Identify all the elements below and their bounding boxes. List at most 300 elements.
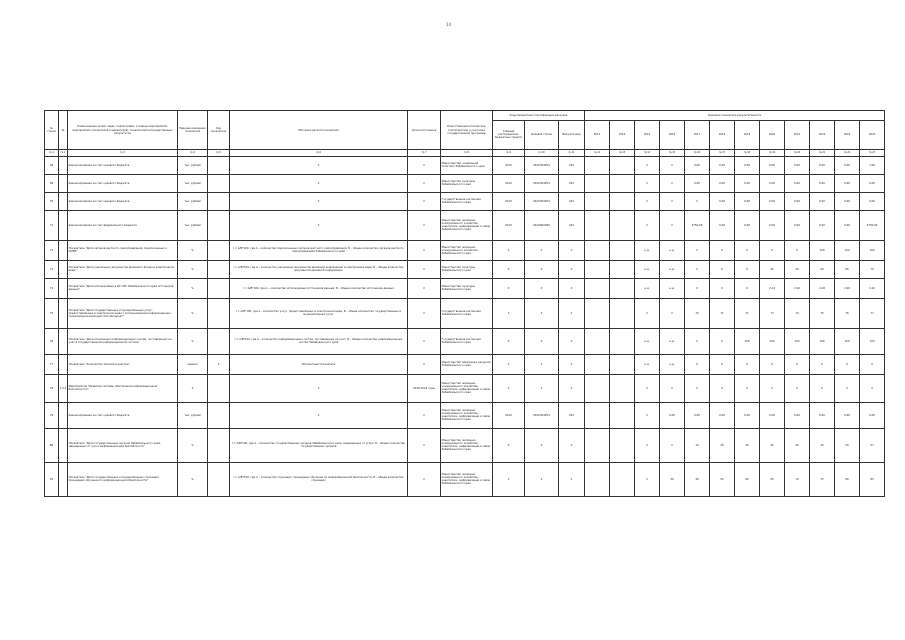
indicator-code: [208, 260, 230, 278]
value-cell: [610, 174, 635, 192]
value-cell: 100: [860, 328, 885, 354]
value-cell: 0,00: [860, 174, 885, 192]
value-cell: 0,00: [860, 192, 885, 210]
value-cell: 60: [735, 462, 760, 496]
header-method: Методика расчета показателя: [230, 111, 408, 150]
column-number: гр.8: [441, 150, 493, 157]
item-number: [59, 354, 68, 374]
row-number: 79: [45, 402, 59, 428]
table-row: [45, 260, 885, 278]
expense-type: Х: [559, 354, 585, 374]
value-cell: 0,00: [810, 156, 835, 174]
column-number: гр.18: [735, 150, 760, 157]
column-number: гр.19: [760, 150, 785, 157]
value-cell: 0,00: [810, 192, 835, 210]
value-cell: 0,00: [785, 156, 810, 174]
target-article: Х: [525, 260, 559, 278]
term: 2018-2024 годы: [408, 374, 441, 402]
value-cell: 10: [685, 428, 710, 462]
value-cell: 45: [810, 428, 835, 462]
grbs: Х: [493, 328, 525, 354]
value-cell: 0: [735, 278, 760, 298]
value-cell: н.д.: [635, 354, 660, 374]
table-row: [45, 210, 885, 240]
target-article: 0610304054: [525, 402, 559, 428]
value-cell: 0: [735, 260, 760, 278]
header-code: Код показателя: [208, 111, 230, 150]
value-cell: 2,16: [785, 278, 810, 298]
page-number: 14: [446, 22, 452, 27]
header-vr: Вид расходов: [559, 120, 585, 150]
table-row: [45, 354, 885, 374]
value-cell: 76: [835, 298, 860, 328]
term: Х: [408, 210, 441, 240]
indicator-code: Х: [208, 354, 230, 374]
value-cell: [585, 462, 610, 496]
value-cell: 0,00: [685, 174, 710, 192]
column-number: гр.10: [525, 150, 559, 157]
value-cell: 0: [710, 278, 735, 298]
value-cell: [610, 260, 635, 278]
value-cell: [585, 210, 610, 240]
column-number: гр.11: [559, 150, 585, 157]
calc-method: Х: [230, 402, 408, 428]
item-number: [59, 240, 68, 260]
grbs: Х: [493, 240, 525, 260]
term: Х: [408, 354, 441, 374]
value-cell: [585, 428, 610, 462]
table-row: [45, 156, 885, 174]
expense-type: Х: [559, 298, 585, 328]
column-number: гр.2: [59, 150, 68, 157]
row-number: 78: [45, 374, 59, 402]
row-number: 81: [45, 462, 59, 496]
value-cell: [585, 374, 610, 402]
value-cell: [610, 354, 635, 374]
value-cell: 20: [710, 428, 735, 462]
expense-type: 242: [559, 192, 585, 210]
unit: %: [178, 278, 208, 298]
value-cell: 0,00: [785, 174, 810, 192]
value-cell: 0,00: [660, 402, 685, 428]
indicator-table: [44, 110, 885, 497]
indicator-code: [208, 156, 230, 174]
grbs: Х: [493, 462, 525, 496]
term: Х: [408, 174, 441, 192]
value-cell: Х: [635, 428, 660, 462]
value-cell: 0: [710, 240, 735, 260]
unit: %: [178, 328, 208, 354]
item-name: Показатель "Доля отнесенных информационных систем, поставленных на учет в государственной информационной системе": [68, 328, 178, 354]
row-number: 71: [45, 210, 59, 240]
value-cell: 65: [760, 462, 785, 496]
executor: Министерство культуры Забайкальского края: [441, 278, 493, 298]
value-cell: [585, 156, 610, 174]
expense-type: Х: [559, 240, 585, 260]
unit: единиц: [178, 354, 208, 374]
item-name: финансирование за счет краевого бюджета: [68, 174, 178, 192]
table-row: [45, 374, 885, 402]
value-cell: 0,00: [810, 210, 835, 240]
item-number: [59, 278, 68, 298]
value-cell: 0,00: [810, 402, 835, 428]
value-cell: 0,00: [835, 156, 860, 174]
indicator-code: [208, 298, 230, 328]
header-csr: Целевая статья: [525, 120, 559, 150]
term: Х: [408, 260, 441, 278]
target-article: Х: [525, 328, 559, 354]
item-number: [59, 298, 68, 328]
table-row: [45, 240, 885, 260]
value-cell: 57: [860, 428, 885, 462]
value-cell: Х: [685, 328, 710, 354]
value-cell: 100: [810, 328, 835, 354]
value-cell: 70: [860, 260, 885, 278]
expense-type: Х: [559, 428, 585, 462]
indicator-code: [208, 374, 230, 402]
value-cell: [610, 192, 635, 210]
value-cell: 0: [785, 354, 810, 374]
value-cell: Х: [660, 192, 685, 210]
row-number: 74: [45, 278, 59, 298]
target-article: Х: [525, 462, 559, 496]
item-name: Показатель "Доля государственных органов Забайкальского края, защищенных от угроз информационной безопасности": [68, 428, 178, 462]
value-cell: [610, 278, 635, 298]
target-article: Х: [525, 240, 559, 260]
executor: Министерство культуры Забайкальского края: [441, 260, 493, 278]
executor: Министерство природных ресурсов Забайкальского края: [441, 354, 493, 374]
target-article: Х: [525, 278, 559, 298]
row-number: 69: [45, 174, 59, 192]
expense-type: 242: [559, 210, 585, 240]
value-cell: 50: [785, 260, 810, 278]
value-cell: Х: [685, 192, 710, 210]
value-cell: 100: [735, 328, 760, 354]
term: Х: [408, 156, 441, 174]
value-cell: н.д.: [660, 354, 685, 374]
value-cell: [610, 240, 635, 260]
item-number: [59, 260, 68, 278]
value-cell: 0,00: [760, 174, 785, 192]
column-number: гр.3: [68, 150, 178, 157]
value-cell: 2,14: [760, 278, 785, 298]
value-cell: 0,00: [785, 192, 810, 210]
term: Х: [408, 428, 441, 462]
value-cell: 0: [760, 240, 785, 260]
value-cell: Х: [660, 298, 685, 328]
header-no: №: [59, 111, 68, 150]
header-year: 2021: [785, 120, 810, 150]
value-cell: 100: [760, 328, 785, 354]
unit: %: [178, 260, 208, 278]
value-cell: 0,00: [760, 156, 785, 174]
expense-type: 242: [559, 402, 585, 428]
executor: Министерство жилищно-коммунального хозяйства, энергетики, цифровизации и связи Забайкальского края: [441, 462, 493, 496]
row-number: 73: [45, 260, 59, 278]
value-cell: Х: [785, 374, 810, 402]
column-number: гр.12: [585, 150, 610, 157]
grbs: 0410: [493, 402, 525, 428]
value-cell: [585, 192, 610, 210]
value-cell: Х: [685, 240, 710, 260]
term: Х: [408, 402, 441, 428]
column-number: гр.5: [208, 150, 230, 157]
executor: Министерство культуры Забайкальского края: [441, 174, 493, 192]
table-row: [45, 192, 885, 210]
column-number: гр.20: [785, 150, 810, 157]
header-year: 2018: [710, 120, 735, 150]
value-cell: 30: [660, 462, 685, 496]
executor: Министерство жилищно-коммунального хозяйства, энергетики, цифровизации и связи Забайкальского края: [441, 428, 493, 462]
value-cell: 85: [860, 462, 885, 496]
value-cell: 0: [735, 354, 760, 374]
value-cell: 2,18: [810, 278, 835, 298]
value-cell: Х: [685, 278, 710, 298]
target-article: 0610304054: [525, 192, 559, 210]
item-name: финансирование за счет краевого бюджета: [68, 156, 178, 174]
table-row: [45, 174, 885, 192]
value-cell: 7,00: [860, 156, 885, 174]
value-cell: [610, 402, 635, 428]
value-cell: 75: [810, 462, 835, 496]
value-cell: н.д.: [660, 240, 685, 260]
expense-type: Х: [559, 278, 585, 298]
grbs: Х: [493, 428, 525, 462]
expense-type: Х: [559, 374, 585, 402]
item-name: финансирование за счет федерального бюджета: [68, 210, 178, 240]
value-cell: 40: [785, 428, 810, 462]
term: Х: [408, 462, 441, 496]
value-cell: Х: [660, 374, 685, 402]
value-cell: 70: [685, 298, 710, 328]
value-cell: 50: [835, 428, 860, 462]
value-cell: 0,00: [785, 210, 810, 240]
indicator-code: [208, 402, 230, 428]
value-cell: [610, 462, 635, 496]
item-name: Показатель "Доля уникальных документов архивного фонда в электронном виде": [68, 260, 178, 278]
indicator-code: [208, 174, 230, 192]
value-cell: 0: [760, 354, 785, 374]
header-year: 2013: [585, 120, 610, 150]
header-budget-group: Коды бюджетной классификации расходов: [493, 111, 585, 121]
expense-type: 242: [559, 156, 585, 174]
target-article: Х: [525, 374, 559, 402]
executor: Государственная инспекция Забайкальского края: [441, 192, 493, 210]
grbs: Х: [493, 374, 525, 402]
unit: %: [178, 428, 208, 462]
item-name: Показатель "Доля государственных и муниципальных служащих, прошедших обучение по информационной безопасности": [68, 462, 178, 496]
value-cell: Х: [735, 374, 760, 402]
header-year: 2015: [635, 120, 660, 150]
unit: %: [178, 298, 208, 328]
item-number: [59, 174, 68, 192]
expense-type: 242: [559, 174, 585, 192]
item-name: Показатель "Доля органов местного самоуправления, подключенных к СМЭВ": [68, 240, 178, 260]
value-cell: 0,00: [835, 210, 860, 240]
value-cell: 30: [735, 428, 760, 462]
column-number: гр.17: [710, 150, 735, 157]
calc-method: I = А/В*100, где А – количество государственных органов Забайкальского края, защищенных от угроз; В – общее количество государственных органов: [230, 428, 408, 462]
value-cell: н.д.: [635, 328, 660, 354]
term: Х: [408, 298, 441, 328]
value-cell: 0: [810, 354, 835, 374]
value-cell: 100: [785, 328, 810, 354]
value-cell: [610, 374, 635, 402]
calc-method: Х: [230, 192, 408, 210]
value-cell: 0: [710, 260, 735, 278]
value-cell: [585, 298, 610, 328]
target-article: Х: [525, 428, 559, 462]
header-executor: Ответственный исполнитель, соисполнители и участники государственной программы: [441, 111, 493, 150]
executor: Министерство жилищно-коммунального хозяйства Забайкальского края: [441, 240, 493, 260]
value-cell: 72: [735, 298, 760, 328]
unit: тыс. рублей: [178, 174, 208, 192]
item-name: Показатель "Доля государственных и муниципальных услуг, предоставляемых в электронном виде с использованием информационно-телекоммуникационной сети Интернет": [68, 298, 178, 328]
row-number: 77: [45, 354, 59, 374]
grbs: Х: [493, 354, 525, 374]
value-cell: Х: [635, 402, 660, 428]
header-year: 2017: [685, 120, 710, 150]
value-cell: 40: [685, 462, 710, 496]
row-number: 80: [45, 428, 59, 462]
value-cell: [610, 156, 635, 174]
value-cell: 0,00: [835, 174, 860, 192]
row-number: 70: [45, 192, 59, 210]
calc-method: I = А/В*100, где А – количество подключенных органов местного самоуправления; В – общее количество органов местного самоуправления Забайкальского края: [230, 240, 408, 260]
value-cell: 2,20: [835, 278, 860, 298]
header-term: Сроки исполнения: [408, 111, 441, 150]
value-cell: Х: [685, 374, 710, 402]
value-cell: 0: [735, 240, 760, 260]
grbs: 0410: [493, 192, 525, 210]
value-cell: 0,00: [735, 156, 760, 174]
target-article: 0610304054: [525, 156, 559, 174]
executor: Министерство социальной политики Забайкальского края: [441, 156, 493, 174]
header-year: 2019: [735, 120, 760, 150]
column-number: гр.1: [45, 150, 59, 157]
value-cell: [585, 240, 610, 260]
value-cell: Х: [660, 210, 685, 240]
value-cell: 0: [835, 354, 860, 374]
header-grbs: Главный распорядитель бюджетных средств: [493, 120, 525, 150]
item-number: [59, 402, 68, 428]
value-cell: 40: [760, 428, 785, 462]
value-cell: 0,00: [835, 402, 860, 428]
column-number: гр.6: [230, 150, 408, 157]
row-number: 75: [45, 298, 59, 328]
indicator-code: [208, 192, 230, 210]
value-cell: 70: [785, 462, 810, 496]
value-cell: [610, 328, 635, 354]
value-cell: 0,00: [710, 174, 735, 192]
item-number: [59, 328, 68, 354]
value-cell: 0,00: [685, 156, 710, 174]
value-cell: 4750,00: [685, 210, 710, 240]
column-number: гр.16: [685, 150, 710, 157]
executor: Министерство жилищно-коммунального хозяйства, энергетики, цифровизации и связи Забайкальского края: [441, 210, 493, 240]
value-cell: н.д.: [660, 328, 685, 354]
expense-type: Х: [559, 260, 585, 278]
header-unit: Единица измерения показателя: [178, 111, 208, 150]
value-cell: н.д.: [635, 278, 660, 298]
value-cell: 65: [835, 260, 860, 278]
value-cell: 75: [810, 298, 835, 328]
value-cell: 100: [860, 240, 885, 260]
value-cell: 0,00: [735, 192, 760, 210]
value-cell: Х: [710, 328, 735, 354]
executor: Государственная инспекция Забайкальского края: [441, 328, 493, 354]
executor: Государственная инспекция Забайкальского края: [441, 298, 493, 328]
value-cell: 100: [810, 240, 835, 260]
value-cell: [585, 278, 610, 298]
value-cell: 0,00: [760, 402, 785, 428]
term: Х: [408, 240, 441, 260]
item-number: [59, 462, 68, 496]
column-number: гр.14: [635, 150, 660, 157]
value-cell: Х: [685, 260, 710, 278]
value-cell: Х: [635, 298, 660, 328]
executor: Министерство жилищно-коммунального хозяйства, энергетики, цифровизации и связи Забайкальского края: [441, 402, 493, 428]
row-number: 72: [45, 240, 59, 260]
unit: %: [178, 462, 208, 496]
item-number: [59, 428, 68, 462]
grbs: 0410: [493, 210, 525, 240]
calc-method: Абсолютный показатель: [230, 354, 408, 374]
calc-method: Х: [230, 174, 408, 192]
grbs: 0410: [493, 174, 525, 192]
item-number: [59, 192, 68, 210]
item-number: [59, 210, 68, 240]
term: Х: [408, 192, 441, 210]
value-cell: Х: [635, 374, 660, 402]
value-cell: Х: [710, 374, 735, 402]
unit: тыс. рублей: [178, 156, 208, 174]
unit: %: [178, 240, 208, 260]
calc-method: Х: [230, 210, 408, 240]
item-name: финансирование за счет краевого бюджета: [68, 192, 178, 210]
calc-method: I = А/В*100, где А – количество уникальных документов архивной информации в электронном виде; В – общее количество документов архивной информации: [230, 260, 408, 278]
value-cell: 100: [835, 328, 860, 354]
value-cell: 0,00: [735, 402, 760, 428]
header-year: 2023: [835, 120, 860, 150]
value-cell: 0,00: [735, 210, 760, 240]
indicator-code: [208, 240, 230, 260]
value-cell: 0: [860, 354, 885, 374]
header-year: 2022: [810, 120, 835, 150]
value-cell: Х: [635, 462, 660, 496]
calc-method: I = А/В*100, где А – количество служащих, прошедших обучение по информационной безопасности; В – общее количество служащих: [230, 462, 408, 496]
column-number: гр.22: [835, 150, 860, 157]
value-cell: Х: [660, 174, 685, 192]
value-cell: 0: [785, 240, 810, 260]
column-number: гр.21: [810, 150, 835, 157]
expense-type: Х: [559, 462, 585, 496]
value-cell: Х: [635, 192, 660, 210]
value-cell: н.д.: [660, 260, 685, 278]
item-name: Показатель "Количество записей в реестре": [68, 354, 178, 374]
value-cell: 73: [760, 298, 785, 328]
value-cell: [610, 210, 635, 240]
table-row: [45, 298, 885, 328]
target-article: 06103R0280: [525, 210, 559, 240]
value-cell: [585, 354, 610, 374]
column-number: гр.23: [860, 150, 885, 157]
header-row-number: № строки: [45, 111, 59, 150]
value-cell: 0,00: [710, 192, 735, 210]
value-cell: 0,00: [710, 402, 735, 428]
value-cell: 0,00: [810, 174, 835, 192]
header-year: 2020: [760, 120, 785, 150]
